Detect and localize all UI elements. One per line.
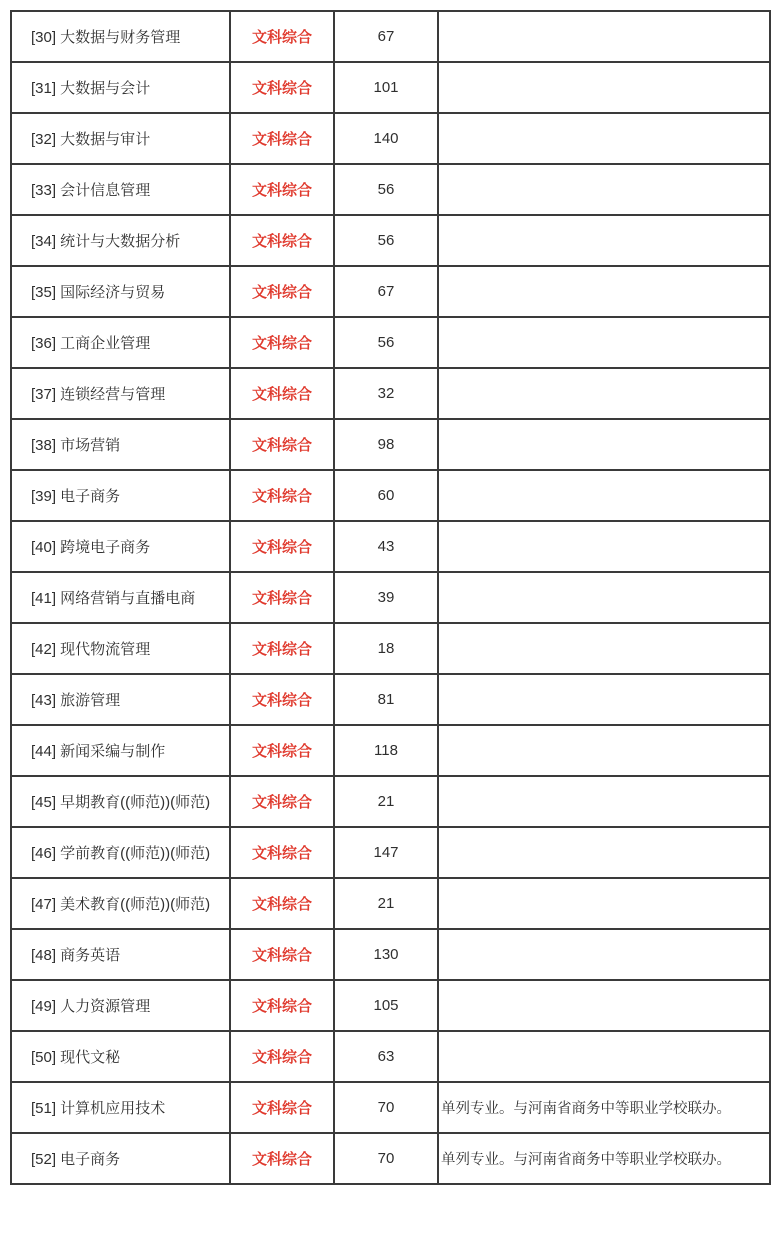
remark-cell	[438, 266, 770, 317]
table-row	[11, 623, 770, 674]
major-name-cell: [34] 统计与大数据分析	[11, 215, 230, 266]
exam-subject-cell: 文科综合	[230, 929, 334, 980]
major-name-cell: [46] 学前教育((师范))(师范)	[11, 827, 230, 878]
major-name-cell: [40] 跨境电子商务	[11, 521, 230, 572]
major-name-cell: [51] 计算机应用技术	[11, 1082, 230, 1133]
plan-count-cell: 63	[334, 1031, 438, 1082]
major-name-cell: [41] 网络营销与直播电商	[11, 572, 230, 623]
exam-subject-cell: 文科综合	[230, 776, 334, 827]
table-row	[11, 1031, 770, 1082]
exam-subject-cell: 文科综合	[230, 878, 334, 929]
majors-enrollment-table	[10, 10, 771, 1185]
remark-cell	[438, 827, 770, 878]
exam-subject-cell: 文科综合	[230, 827, 334, 878]
remark-cell	[438, 62, 770, 113]
plan-count-cell: 140	[334, 113, 438, 164]
table-row	[11, 725, 770, 776]
table-row	[11, 1082, 770, 1133]
table-row	[11, 62, 770, 113]
remark-cell: 单列专业。与河南省商务中等职业学校联办。	[438, 1082, 770, 1133]
major-name-cell: [52] 电子商务	[11, 1133, 230, 1184]
plan-count-cell: 21	[334, 878, 438, 929]
remark-cell	[438, 521, 770, 572]
exam-subject-cell: 文科综合	[230, 1133, 334, 1184]
table-row	[11, 266, 770, 317]
exam-subject-cell: 文科综合	[230, 266, 334, 317]
plan-count-cell: 70	[334, 1133, 438, 1184]
remark-cell	[438, 1031, 770, 1082]
table-row	[11, 980, 770, 1031]
major-name-cell: [37] 连锁经营与管理	[11, 368, 230, 419]
exam-subject-cell: 文科综合	[230, 317, 334, 368]
plan-count-cell: 67	[334, 11, 438, 62]
plan-count-cell: 56	[334, 164, 438, 215]
plan-count-cell: 70	[334, 1082, 438, 1133]
table-row	[11, 470, 770, 521]
table-row	[11, 11, 770, 62]
remark-cell	[438, 980, 770, 1031]
major-name-cell: [43] 旅游管理	[11, 674, 230, 725]
major-name-cell: [50] 现代文秘	[11, 1031, 230, 1082]
remark-cell	[438, 11, 770, 62]
plan-count-cell: 81	[334, 674, 438, 725]
remark-cell	[438, 164, 770, 215]
exam-subject-cell: 文科综合	[230, 1082, 334, 1133]
plan-count-cell: 56	[334, 215, 438, 266]
table-row	[11, 1133, 770, 1184]
major-name-cell: [39] 电子商务	[11, 470, 230, 521]
exam-subject-cell: 文科综合	[230, 11, 334, 62]
major-name-cell: [32] 大数据与审计	[11, 113, 230, 164]
exam-subject-cell: 文科综合	[230, 368, 334, 419]
exam-subject-cell: 文科综合	[230, 113, 334, 164]
exam-subject-cell: 文科综合	[230, 725, 334, 776]
major-name-cell: [31] 大数据与会计	[11, 62, 230, 113]
remark-cell: 单列专业。与河南省商务中等职业学校联办。	[438, 1133, 770, 1184]
remark-cell	[438, 113, 770, 164]
exam-subject-cell: 文科综合	[230, 623, 334, 674]
remark-cell	[438, 929, 770, 980]
table-row	[11, 419, 770, 470]
plan-count-cell: 118	[334, 725, 438, 776]
remark-cell	[438, 215, 770, 266]
major-name-cell: [47] 美术教育((师范))(师范)	[11, 878, 230, 929]
plan-count-cell: 98	[334, 419, 438, 470]
plan-count-cell: 18	[334, 623, 438, 674]
remark-cell	[438, 623, 770, 674]
exam-subject-cell: 文科综合	[230, 674, 334, 725]
remark-cell	[438, 470, 770, 521]
major-name-cell: [44] 新闻采编与制作	[11, 725, 230, 776]
major-name-cell: [35] 国际经济与贸易	[11, 266, 230, 317]
exam-subject-cell: 文科综合	[230, 164, 334, 215]
major-name-cell: [45] 早期教育((师范))(师范)	[11, 776, 230, 827]
plan-count-cell: 67	[334, 266, 438, 317]
table-row	[11, 164, 770, 215]
plan-count-cell: 32	[334, 368, 438, 419]
plan-count-cell: 130	[334, 929, 438, 980]
plan-count-cell: 147	[334, 827, 438, 878]
table-row	[11, 827, 770, 878]
major-name-cell: [33] 会计信息管理	[11, 164, 230, 215]
exam-subject-cell: 文科综合	[230, 521, 334, 572]
plan-count-cell: 43	[334, 521, 438, 572]
remark-cell	[438, 419, 770, 470]
table-row	[11, 113, 770, 164]
table-row	[11, 776, 770, 827]
remark-cell	[438, 674, 770, 725]
plan-count-cell: 21	[334, 776, 438, 827]
exam-subject-cell: 文科综合	[230, 572, 334, 623]
table-row	[11, 674, 770, 725]
plan-count-cell: 101	[334, 62, 438, 113]
remark-cell	[438, 725, 770, 776]
exam-subject-cell: 文科综合	[230, 470, 334, 521]
exam-subject-cell: 文科综合	[230, 1031, 334, 1082]
exam-subject-cell: 文科综合	[230, 419, 334, 470]
remark-cell	[438, 317, 770, 368]
remark-cell	[438, 572, 770, 623]
exam-subject-cell: 文科综合	[230, 980, 334, 1031]
plan-count-cell: 105	[334, 980, 438, 1031]
plan-count-cell: 60	[334, 470, 438, 521]
remark-cell	[438, 878, 770, 929]
plan-count-cell: 56	[334, 317, 438, 368]
exam-subject-cell: 文科综合	[230, 215, 334, 266]
table-row	[11, 572, 770, 623]
major-name-cell: [36] 工商企业管理	[11, 317, 230, 368]
table-body	[11, 11, 770, 1184]
plan-count-cell: 39	[334, 572, 438, 623]
table-row	[11, 878, 770, 929]
remark-cell	[438, 368, 770, 419]
table-row	[11, 215, 770, 266]
table-row	[11, 317, 770, 368]
major-name-cell: [38] 市场营销	[11, 419, 230, 470]
major-name-cell: [30] 大数据与财务管理	[11, 11, 230, 62]
table-row	[11, 929, 770, 980]
major-name-cell: [48] 商务英语	[11, 929, 230, 980]
exam-subject-cell: 文科综合	[230, 62, 334, 113]
table-row	[11, 521, 770, 572]
major-name-cell: [49] 人力资源管理	[11, 980, 230, 1031]
remark-cell	[438, 776, 770, 827]
table-row	[11, 368, 770, 419]
major-name-cell: [42] 现代物流管理	[11, 623, 230, 674]
